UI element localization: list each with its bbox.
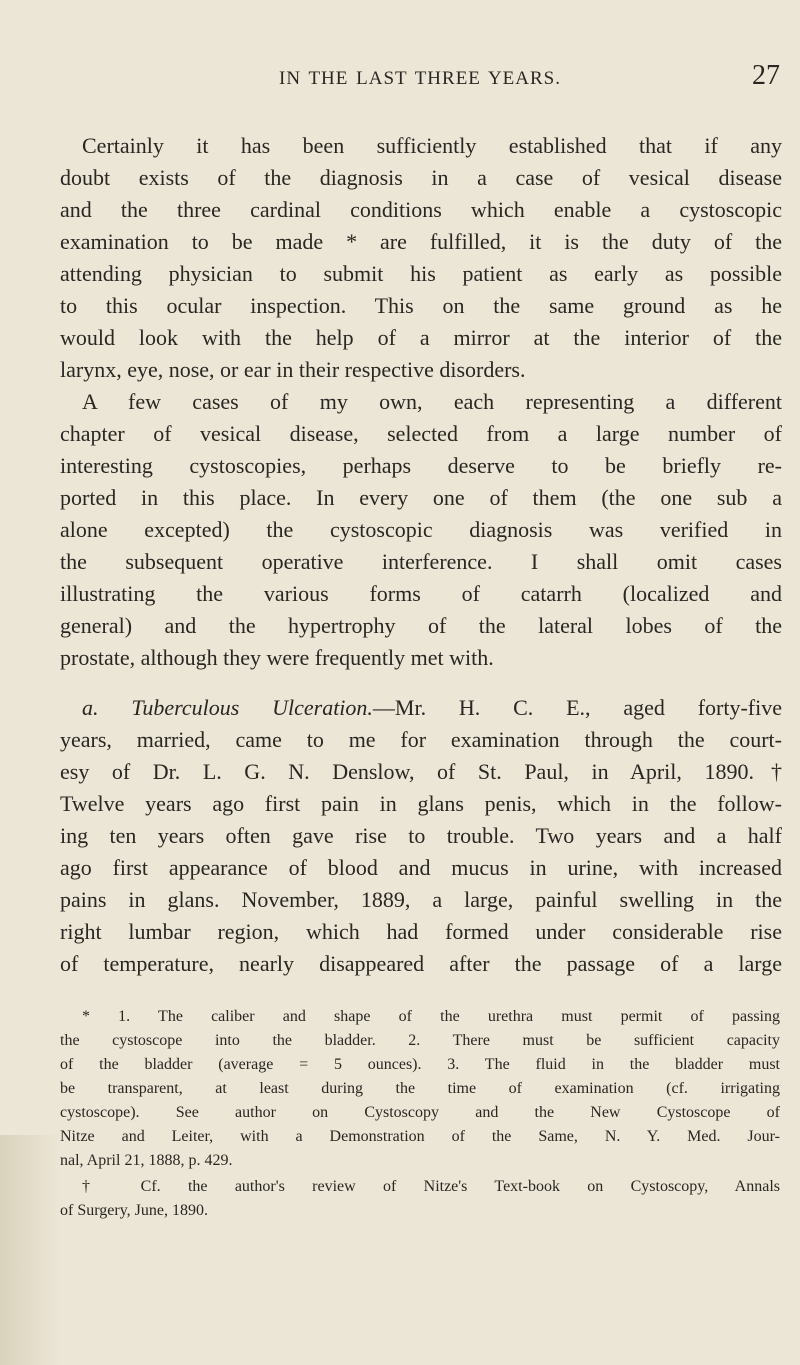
paragraph-gap: [60, 674, 782, 692]
body-line: attending physician to submit his patient as early as possible: [60, 261, 782, 286]
body-line: larynx, eye, nose, or ear in their respective disorders.: [60, 357, 526, 382]
running-title: IN THE LAST THREE YEARS.: [279, 68, 561, 89]
body-line: Certainly it has been sufficiently established that if any: [82, 133, 782, 158]
case-line: Twelve years ago first pain in glans penis, which in the follow-: [60, 791, 782, 816]
footnotes: [60, 1005, 780, 1223]
footnote-line: † Cf. the author's review of Nitze's Text-book on Cystoscopy, Annals: [82, 1178, 780, 1195]
case-first-line: [60, 692, 782, 724]
body-line: examination to be made * are fulfilled, it is the duty of the: [60, 229, 782, 254]
footnote-line: of the bladder (average = 5 ounces). 3. The fluid in the bladder must: [60, 1056, 780, 1073]
case-line: ago first appearance of blood and mucus in urine, with increased: [60, 855, 782, 880]
body-line: interesting cystoscopies, perhaps deserve to be briefly re-: [60, 453, 782, 478]
case-line: right lumbar region, which had formed under considerable rise: [60, 919, 782, 944]
body-line: illustrating the various forms of catarrh (localized and: [60, 581, 782, 606]
body-line: doubt exists of the diagnosis in a case of vesical disease: [60, 165, 782, 190]
body-line: alone excepted) the cystoscopic diagnosis was verified in: [60, 517, 782, 542]
body-line: chapter of vesical disease, selected from a large number of: [60, 421, 782, 446]
body-line: prostate, although they were frequently met with.: [60, 645, 494, 670]
case-line: ing ten years often gave rise to trouble. Two years and a half: [60, 823, 782, 848]
running-head: [60, 60, 780, 100]
footnote-line: cystoscope). See author on Cystoscopy and the New Cystoscope of: [60, 1104, 780, 1121]
footnote-line: nal, April 21, 1888, p. 429.: [60, 1152, 233, 1169]
body-line: A few cases of my own, each representing a different: [82, 389, 782, 414]
footnote-line: the cystoscope into the bladder. 2. There must be sufficient capacity: [60, 1032, 780, 1049]
case-line: esy of Dr. L. G. N. Denslow, of St. Paul, in April, 1890.†: [60, 759, 782, 784]
footnote-line: of Surgery, June, 1890.: [60, 1202, 208, 1219]
case-line: pains in glans. November, 1889, a large, painful swelling in the: [60, 887, 782, 912]
case-line: years, married, came to me for examination through the court-: [60, 727, 782, 752]
case-line: of temperature, nearly disappeared after the passage of a large: [60, 951, 782, 976]
footnote-line: be transparent, at least during the time of examination (cf. irrigating: [60, 1080, 780, 1097]
case-line: —Mr. H. C. E., aged forty-five: [372, 695, 782, 720]
body-text: [60, 130, 782, 980]
body-line: would look with the help of a mirror at the interior of the: [60, 325, 782, 350]
page-stain: [0, 1135, 60, 1365]
footnote-line: * 1. The caliber and shape of the urethra must permit of passing: [82, 1008, 780, 1025]
body-line: and the three cardinal conditions which enable a cystoscopic: [60, 197, 782, 222]
body-line: general) and the hypertrophy of the lateral lobes of the: [60, 613, 782, 638]
footnote-line: Nitze and Leiter, with a Demonstration of the Same, N. Y. Med. Jour-: [60, 1128, 780, 1145]
body-line: the subsequent operative interference. I shall omit cases: [60, 549, 782, 574]
body-line: ported in this place. In every one of them (the one sub a: [60, 485, 782, 510]
case-heading: a. Tuberculous Ulceration.: [82, 695, 373, 720]
page-number: 27: [752, 60, 780, 91]
body-line: to this ocular inspection. This on the same ground as he: [60, 293, 782, 318]
